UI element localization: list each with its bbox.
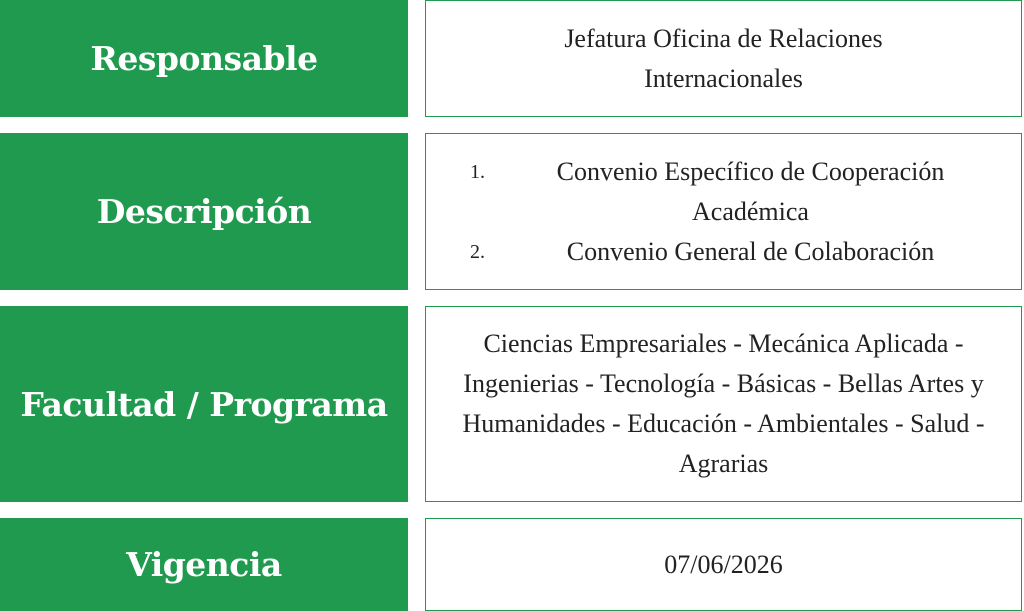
responsable-label-text: Responsable — [90, 39, 318, 78]
vigencia-label — [0, 518, 408, 611]
responsable-label — [0, 0, 408, 117]
descripcion-list — [426, 152, 1021, 272]
facultad-programa-label-text: Facultad / Programa — [20, 384, 388, 424]
descripcion-list-item — [426, 232, 1021, 272]
responsable-value — [425, 0, 1022, 117]
descripcion-value — [425, 133, 1022, 290]
facultad-programa-label — [0, 306, 408, 502]
descripcion-list-item — [426, 152, 1021, 232]
descripcion-label-text: Descripción — [96, 192, 312, 231]
list-item-text: Convenio General de Colaboración — [566, 236, 935, 266]
responsable-value-text: Jefatura Oficina de Relaciones Internacionales — [564, 23, 883, 93]
list-item-number: 2. — [470, 240, 485, 263]
vigencia-value — [425, 518, 1022, 611]
list-item-number: 1. — [470, 160, 485, 183]
facultad-programa-value — [425, 306, 1022, 502]
facultad-programa-value-text: Ciencias Empresariales - Mecánica Aplicada - Ingenierias - Tecnología - Básicas - Bellas Artes y Humanidades - Educación - Ambientales - Salud - Agrarias — [462, 329, 985, 478]
descripcion-label — [0, 133, 408, 290]
vigencia-label-text: Vigencia — [126, 545, 282, 584]
vigencia-date: 07/06/2026 — [664, 549, 783, 579]
list-item-text: Convenio Específico de Cooperación Académica — [556, 156, 945, 226]
